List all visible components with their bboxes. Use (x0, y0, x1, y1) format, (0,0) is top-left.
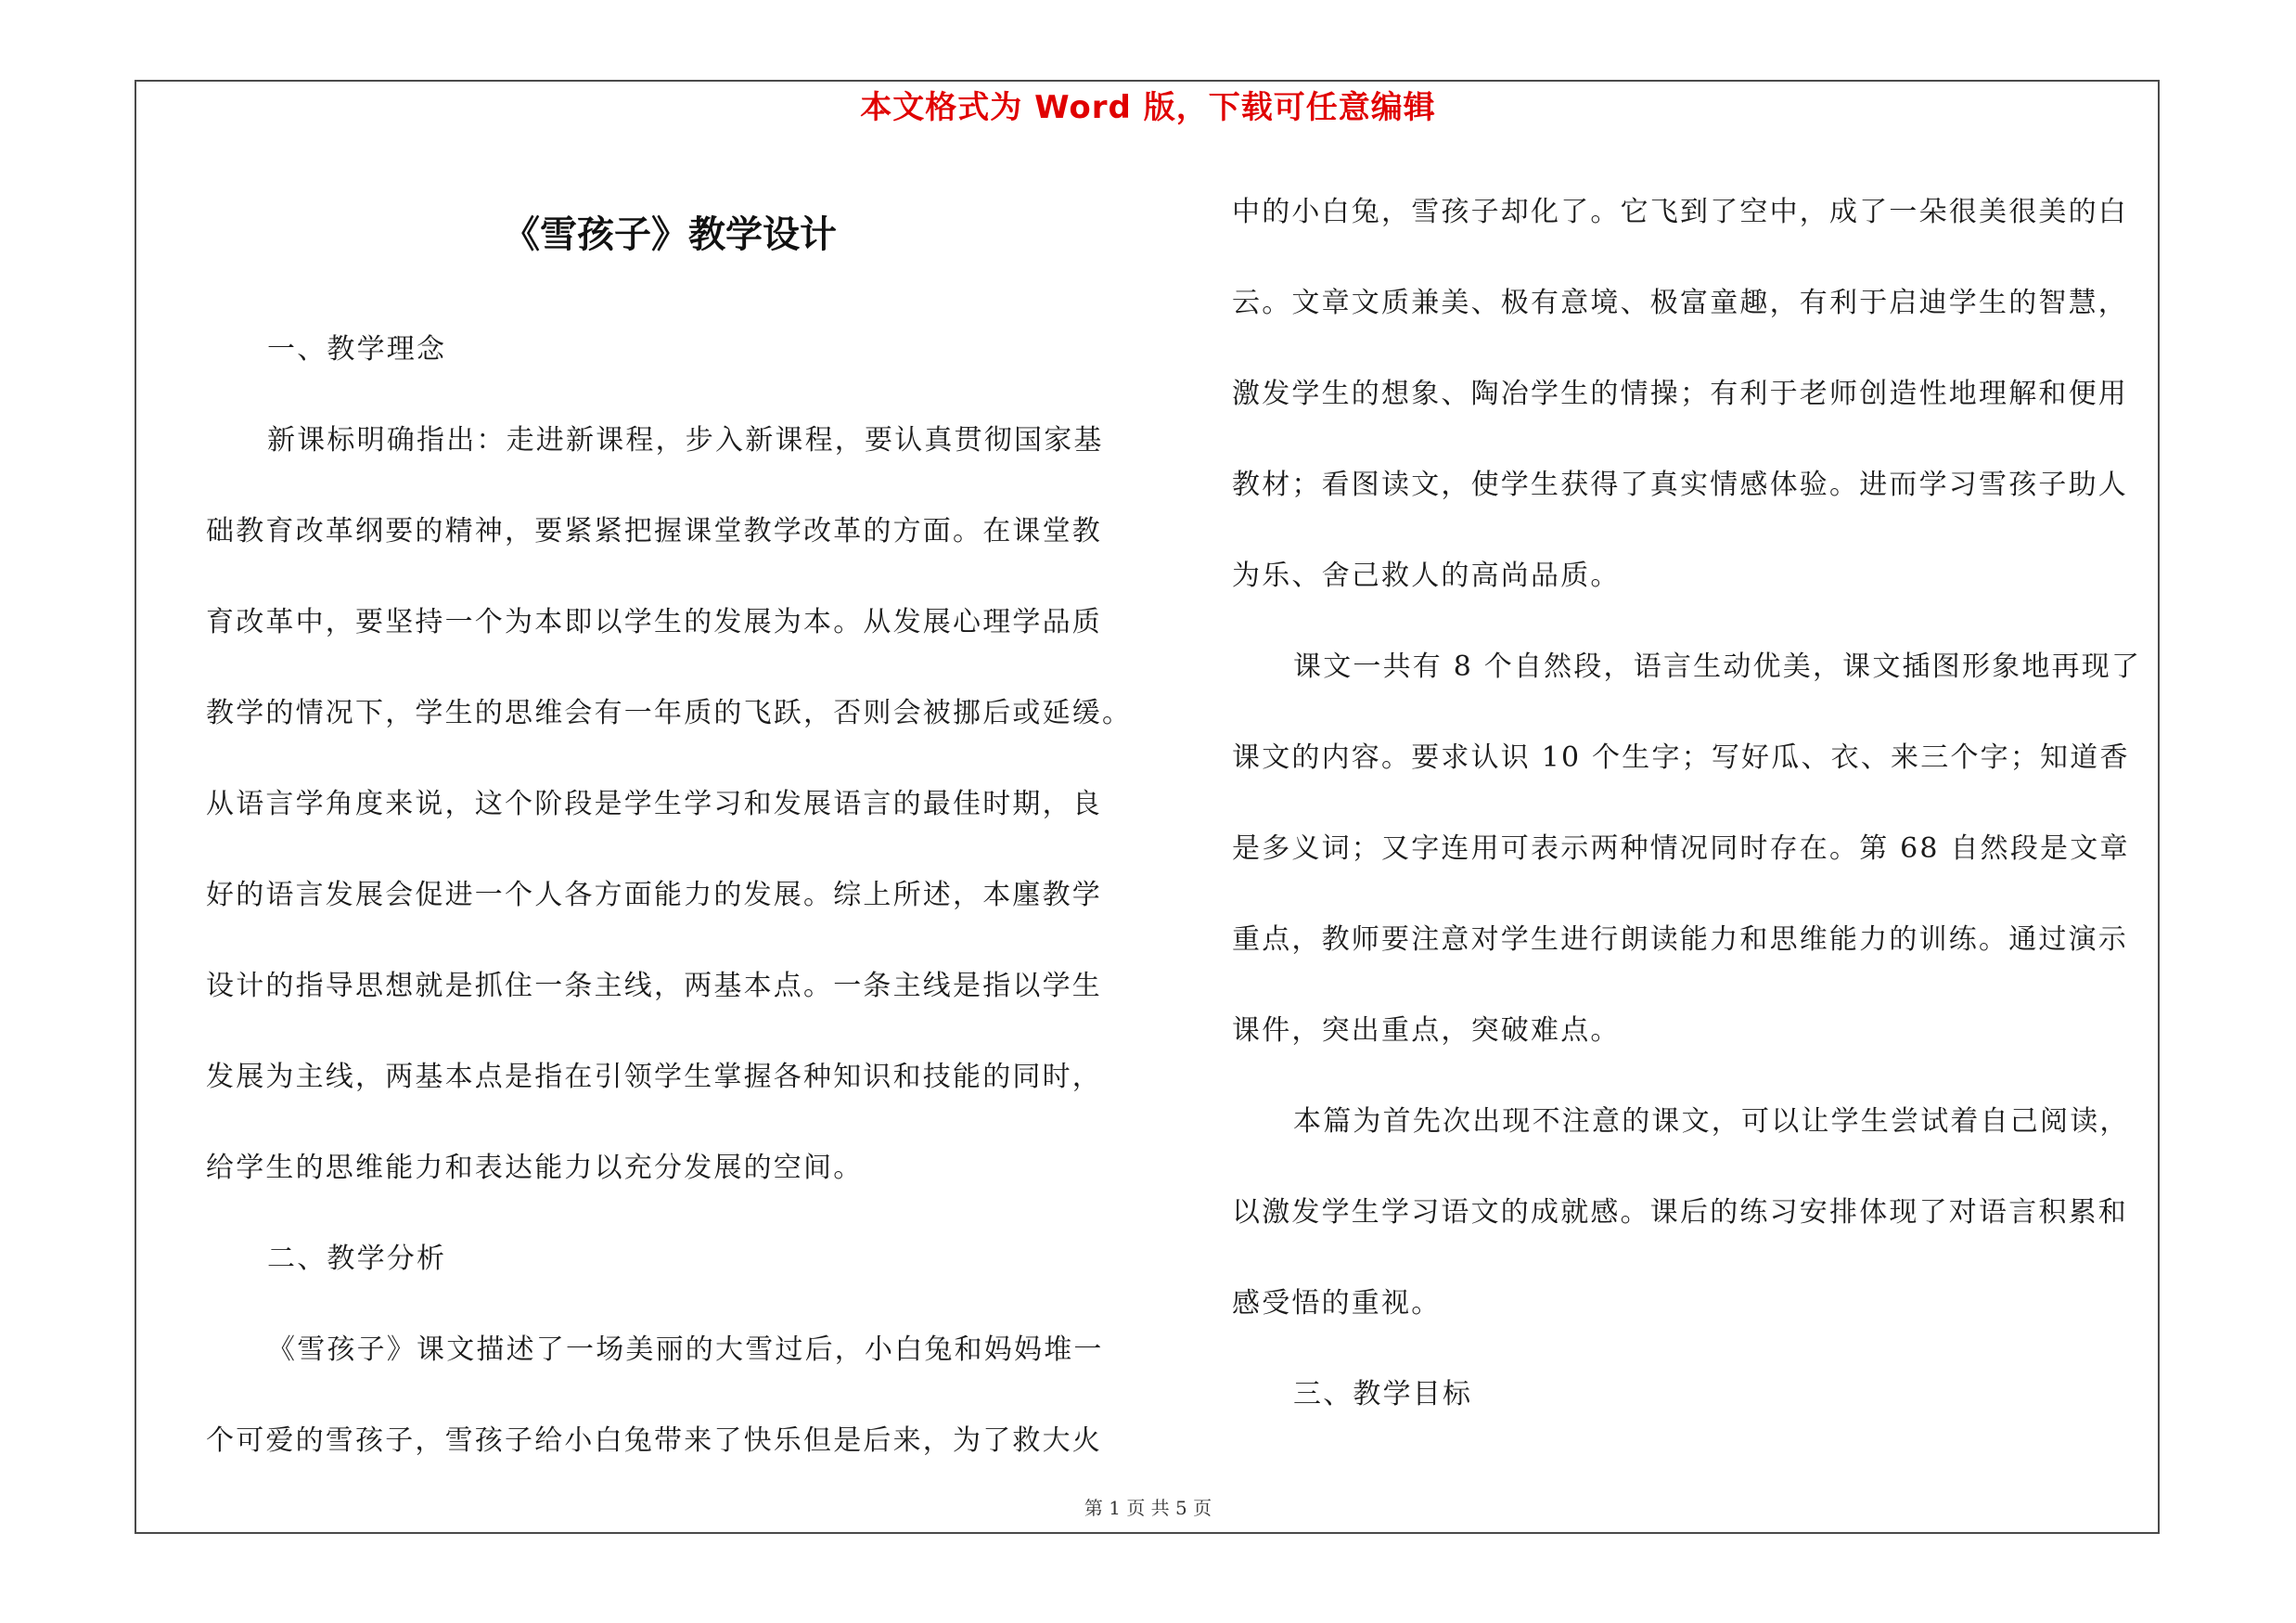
paragraph-line: 设计的指导思想就是抓住一条主线，两基本点。一条主线是指以学生 (206, 970, 1102, 1002)
paragraph-line: 是多义词；又字连用可表示两种情况同时存在。第 68 自然段是文章 (1232, 832, 2130, 865)
paragraph-line: 感受悟的重视。 (1232, 1287, 1442, 1320)
paragraph-line: 好的语言发展会促进一个人各方面能力的发展。综上所述，本廛教学 (206, 879, 1102, 911)
editable-banner: 本文格式为 Word 版，下载可任意编辑 (860, 89, 1436, 126)
paragraph-line: 给学生的思维能力和表达能力以充分发展的空间。 (206, 1152, 864, 1184)
paragraph-line: 发展为主线，两基本点是指在引领学生掌握各种知识和技能的同时， (206, 1061, 1102, 1093)
paragraph-line: 教材；看图读文，使学生获得了真实情感体验。进而学习雪孩子助人 (1232, 469, 2128, 501)
heading-teaching-analysis: 二、教学分析 (267, 1243, 447, 1275)
paragraph-line: 育改革中，要坚持一个为本即以学生的发展为本。从发展心理学品质 (206, 606, 1102, 638)
page-footer: 第 1 页 共 5 页 (1084, 1497, 1212, 1519)
paragraph-line: 本篇为首先次出现不注意的课文，可以让学生尝试着自己阅读， (1293, 1105, 2130, 1138)
document-title: 《雪孩子》教学设计 (503, 213, 837, 256)
paragraph-line: 为乐、舍己救人的高尚品质。 (1232, 560, 1621, 592)
paragraph-line: 新课标明确指出：走进新课程，步入新课程，要认真贯彻国家基 (267, 424, 1104, 457)
paragraph-line: 重点，教师要注意对学生进行朗读能力和思维能力的训练。通过演示 (1232, 923, 2128, 956)
heading-teaching-concept: 一、教学理念 (267, 333, 447, 366)
paragraph-line: 云。文章文质兼美、极有意境、极富童趣，有利于启迪学生的智慧， (1232, 287, 2128, 319)
paragraph-line: 激发学生的想象、陶冶学生的情操；有利于老师创造性地理解和便用 (1232, 378, 2128, 410)
paragraph-line: 课件，突出重点，突破难点。 (1232, 1014, 1621, 1047)
paragraph-line: 课文一共有 8 个自然段，语言生动优美，课文插图形象地再现了 (1293, 650, 2142, 683)
paragraph-line: 础教育改革纲要的精神，要紧紧把握课堂教学改革的方面。在课堂教 (206, 515, 1102, 547)
heading-teaching-goals: 三、教学目标 (1293, 1378, 1473, 1410)
paragraph-line: 课文的内容。要求认识 10 个生字；写好瓜、衣、来三个字；知道香 (1232, 741, 2130, 774)
paragraph-line: 个可爱的雪孩子，雪孩子给小白兔带来了快乐但是后来，为了救大火 (206, 1424, 1102, 1457)
paragraph-line: 教学的情况下，学生的思维会有一年质的飞跃，否则会被挪后或延缓。 (206, 697, 1133, 729)
paragraph-line: 《雪孩子》课文描述了一场美丽的大雪过后，小白兔和妈妈堆一 (267, 1333, 1104, 1366)
paragraph-line: 以激发学生学习语文的成就感。课后的练习安排体现了对语言积累和 (1232, 1196, 2128, 1229)
paragraph-line: 中的小白兔，雪孩子却化了。它飞到了空中，成了一朵很美很美的白 (1232, 196, 2128, 228)
paragraph-line: 从语言学角度来说，这个阶段是学生学习和发展语言的最佳时期，良 (206, 788, 1102, 820)
